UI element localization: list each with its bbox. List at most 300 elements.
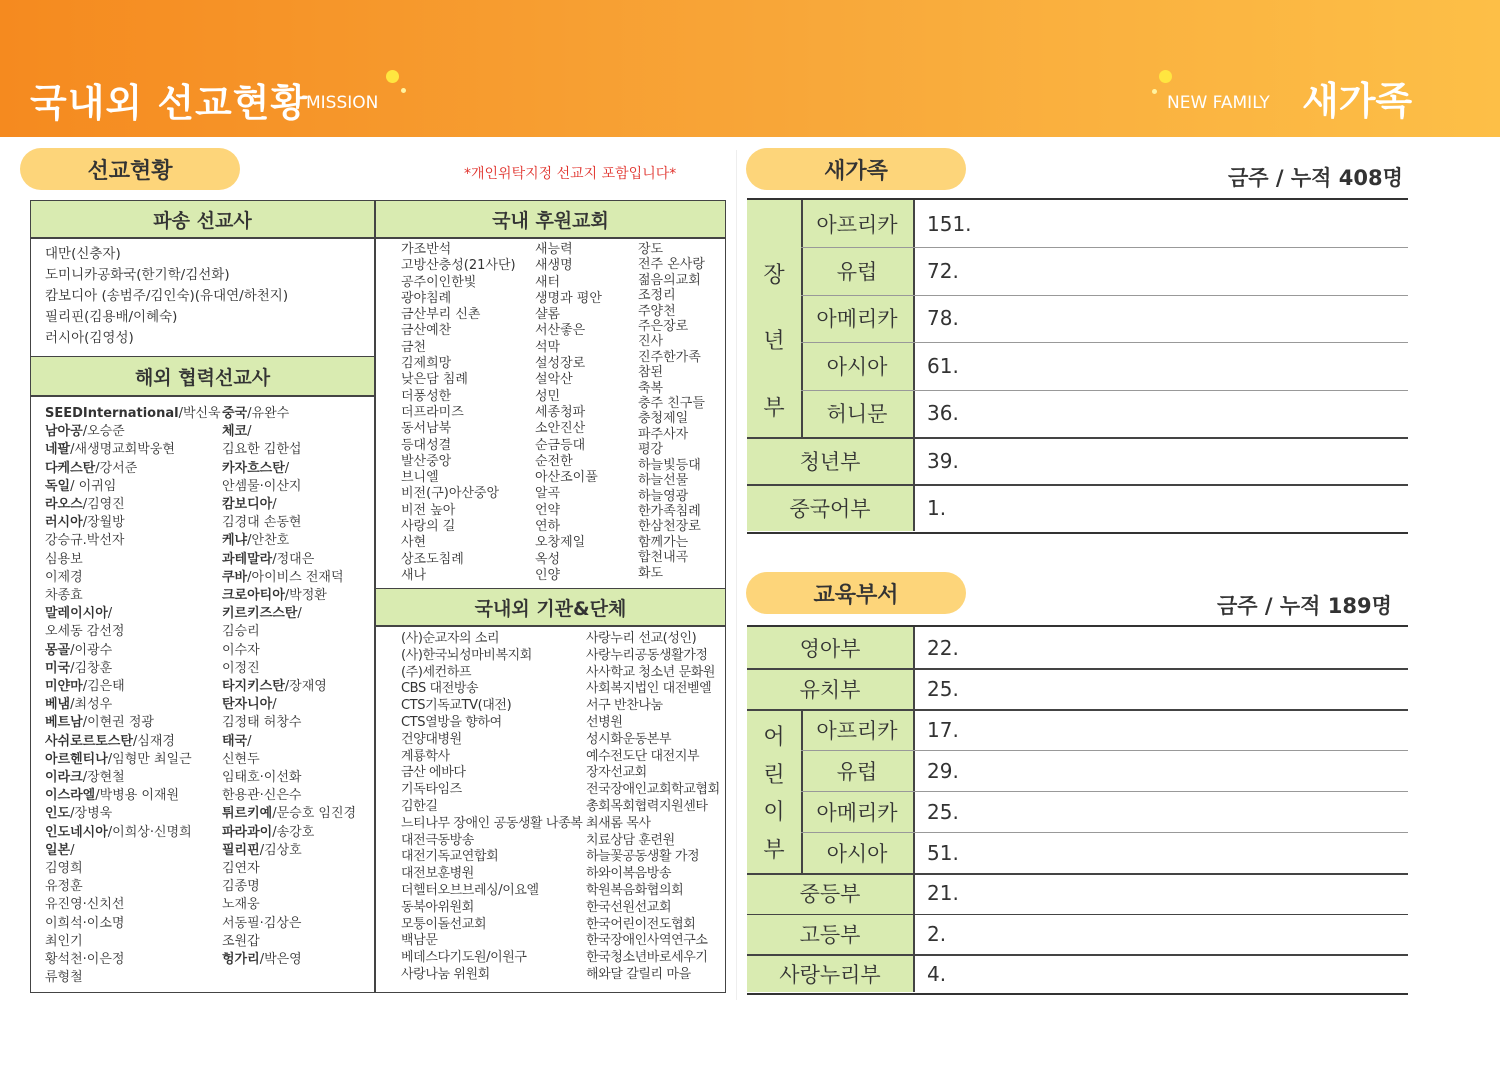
list-item: 사랑의 길 <box>401 519 456 535</box>
missionary-name: 한용관·신은수 <box>222 788 302 804</box>
list-item <box>222 769 356 787</box>
table-row <box>747 390 1408 437</box>
list-item: 연하 <box>535 519 561 535</box>
table-row <box>747 247 1408 294</box>
missionary-name: 강승규.박선자 <box>45 533 125 549</box>
list-item: 한국선원선교회 <box>586 899 672 915</box>
list-item: 한가족침례 <box>638 503 701 519</box>
missionary-name: 심용보 <box>45 551 83 567</box>
country-name: 파라과이 <box>222 824 273 840</box>
header-title-right: 새가족 <box>1302 79 1413 123</box>
list-item: 대전보훈병원 <box>401 866 474 882</box>
table-row <box>747 750 1408 791</box>
list-item <box>222 751 356 769</box>
missionary-name: / <box>272 697 277 713</box>
list-item: 전국장애인교회학교협회 <box>586 782 720 798</box>
list-item: 백남문 <box>401 933 438 949</box>
list-item <box>222 405 356 423</box>
list-item: 필리핀(김용배/이혜숙) <box>45 309 178 325</box>
list-item <box>222 551 356 569</box>
list-item: 최새롬 목사 <box>586 815 651 831</box>
country-name: 헝가리 <box>222 952 260 968</box>
missionary-name: 조원갑 <box>222 933 260 949</box>
list-item <box>45 751 221 769</box>
missionary-name: /최성우 <box>70 697 113 713</box>
list-item <box>45 842 221 860</box>
country-name: 키르키즈스탄 <box>222 606 298 622</box>
country-name: 탄자니아 <box>222 697 273 713</box>
domestic-list-col3 <box>638 242 705 581</box>
list-item: 대전기독교연합회 <box>401 849 499 865</box>
list-item: 베데스다기도원/이원구 <box>401 950 527 966</box>
list-item: 합천내곡 <box>638 550 689 566</box>
list-item <box>45 951 221 969</box>
overseas-list-col1 <box>45 405 221 988</box>
missionary-name: /박병용 이재원 <box>95 788 180 804</box>
list-item <box>45 860 221 878</box>
list-item <box>45 405 221 423</box>
list-item <box>222 896 356 914</box>
list-item: 김한길 <box>401 798 438 814</box>
list-item <box>45 824 221 842</box>
missionary-name: 류형철 <box>45 970 83 986</box>
missionary-name: 이제경 <box>45 569 83 585</box>
country-name: 태국 <box>222 733 248 749</box>
country-name: 인도 <box>45 806 71 822</box>
table-row <box>747 627 1408 668</box>
dispatched-list <box>45 244 288 349</box>
list-item: 한삼천장로 <box>638 519 701 535</box>
country-name: 튀르키예 <box>222 806 273 822</box>
table-row <box>747 668 1408 709</box>
list-item: 인양 <box>535 567 561 583</box>
table-row <box>747 791 1408 832</box>
row-label: 고등부 <box>799 922 861 947</box>
orgs-list-col2 <box>586 631 720 984</box>
list-item: CBS 대전방송 <box>401 681 479 697</box>
missionary-name: /이현권 정광 <box>82 715 154 731</box>
list-item: 대전극동방송 <box>401 832 474 848</box>
list-item: 하늘빛등대 <box>638 457 701 473</box>
list-item <box>45 878 221 896</box>
list-item: 고방산충성(21사단) <box>401 258 516 274</box>
list-item: 동북아위원회 <box>401 899 474 915</box>
list-item <box>45 478 221 496</box>
country-name: 러시아 <box>45 515 83 531</box>
country-name: 베냄 <box>45 697 71 713</box>
country-name: 케냐 <box>222 533 248 549</box>
country-name: 이스라엘 <box>45 788 96 804</box>
list-item: 조정리 <box>638 288 676 304</box>
list-item <box>222 696 356 714</box>
row-value: 39. <box>927 448 959 473</box>
list-item: 금산예찬 <box>401 323 452 339</box>
header-title-left: 국내외 선교현황 <box>30 81 309 125</box>
list-item: 진사 <box>638 334 664 350</box>
list-item <box>222 733 356 751</box>
country-name: 아르헨티나 <box>45 751 108 767</box>
row-label: 아시아 <box>826 841 888 866</box>
list-item: 주은장로 <box>638 319 689 335</box>
country-name: 다케스탄 <box>45 460 96 476</box>
list-item <box>45 551 221 569</box>
list-item: 생명과 평안 <box>535 290 602 306</box>
list-item: 파주사자 <box>638 426 689 442</box>
list-item <box>45 587 221 605</box>
country-name: 말레이시아 <box>45 606 108 622</box>
list-item <box>222 787 356 805</box>
list-item: 사현 <box>401 535 427 551</box>
decor-dot-small-icon <box>1152 89 1157 94</box>
missionary-name: /장월방 <box>82 515 125 531</box>
mission-note: *개인위탁지정 선교지 포함입니다* <box>464 166 677 182</box>
list-item <box>45 460 221 478</box>
list-item: 계룡학사 <box>401 748 450 764</box>
list-item: 한국청소년바로세우기 <box>586 950 708 966</box>
list-item <box>222 532 356 550</box>
list-item: 서산좋은 <box>535 323 586 339</box>
orgs-list-col1 <box>401 631 582 984</box>
list-item <box>222 951 356 969</box>
list-item <box>45 805 221 823</box>
missionary-name: /김영진 <box>82 497 125 513</box>
list-item <box>45 769 221 787</box>
list-item <box>222 605 356 623</box>
list-item: 새능력 <box>535 242 573 257</box>
missionary-name: /오승준 <box>82 424 125 440</box>
list-item: 젊음의교회 <box>638 272 701 288</box>
missionary-name: 김정태 허창수 <box>222 715 302 731</box>
missionary-name: 김영희 <box>45 861 83 877</box>
list-item <box>45 496 221 514</box>
row-label: 아시아 <box>826 354 888 379</box>
missionary-name: /심재경 <box>132 733 175 749</box>
row-value: 29. <box>927 758 959 783</box>
header-sub-right: NEW FAMILY <box>1167 93 1270 113</box>
list-item: 비전 높아 <box>401 502 456 518</box>
missionary-name: /유완수 <box>247 406 290 421</box>
list-item: 사랑누리 선교(성인) <box>586 631 697 646</box>
list-item: CTS기독교TV(대전) <box>401 698 512 714</box>
list-item <box>45 660 221 678</box>
list-item: (사)한국뇌성마비복지회 <box>401 647 532 663</box>
missionary-name: 노재웅 <box>222 897 260 913</box>
row-value: 4. <box>927 962 947 987</box>
country-name: 이라크 <box>45 770 83 786</box>
list-item: 사랑누리공동생활가정 <box>586 647 708 663</box>
list-item: 옥성 <box>535 551 561 567</box>
table-row <box>747 709 1408 750</box>
country-name: 쿠바 <box>222 569 248 585</box>
list-item <box>222 860 356 878</box>
page-header <box>0 0 1500 137</box>
list-item: 성시화운동본부 <box>586 731 672 747</box>
missionary-name: 김연자 <box>222 861 260 877</box>
list-item: 건양대병원 <box>401 731 462 747</box>
list-item <box>222 496 356 514</box>
table-row <box>747 914 1408 955</box>
youth-group-label: 장 년 부 <box>763 262 785 422</box>
list-item: 금산 에바다 <box>401 765 466 781</box>
education-pill: 교육부서 <box>746 572 966 614</box>
list-item <box>222 915 356 933</box>
overseas-list-col2 <box>222 405 356 969</box>
missionary-name: /장병욱 <box>70 806 113 822</box>
list-item <box>45 623 221 641</box>
missionary-name: /박신욱 <box>178 406 221 421</box>
missionary-name: /강서준 <box>95 460 138 476</box>
row-value: 78. <box>927 306 959 331</box>
missionary-name: 이수자 <box>222 642 260 658</box>
list-item: 동서남북 <box>401 421 452 437</box>
row-value: 36. <box>927 401 959 426</box>
table-row <box>747 484 1408 531</box>
list-item: 예수전도단 대전지부 <box>586 748 700 764</box>
missionary-name: / <box>272 497 277 513</box>
missionary-name: 서동필·김상은 <box>222 915 302 931</box>
list-item: 세종청파 <box>535 404 586 420</box>
missionary-name: 최인기 <box>45 933 83 949</box>
education-table <box>747 625 1408 995</box>
list-item: 금산부리 신촌 <box>401 307 481 323</box>
list-item: 언약 <box>535 502 561 518</box>
decor-dot-icon <box>1159 70 1172 83</box>
list-item: 대만(신충자) <box>45 246 121 262</box>
list-item <box>222 514 356 532</box>
list-item <box>222 878 356 896</box>
row-label: 아메리카 <box>816 307 898 332</box>
dispatched-header: 파송 선교사 <box>31 201 374 237</box>
missionary-name: 이희석·이소명 <box>45 915 125 931</box>
list-item <box>222 824 356 842</box>
list-item <box>222 842 356 860</box>
list-item: 사사학교 청소년 문화원 <box>586 664 716 680</box>
list-item: 더풍성한 <box>401 388 452 404</box>
row-label: 유럽 <box>836 759 878 784</box>
missionary-name: /이광수 <box>70 642 113 658</box>
missionary-name: / <box>247 733 252 749</box>
country-name: 베트남 <box>45 715 83 731</box>
missionary-name: /김상호 <box>259 842 302 858</box>
decor-dot-small-icon <box>401 88 406 93</box>
overseas-header: 해외 협력선교사 <box>31 357 374 395</box>
list-item: 축복 <box>638 380 664 396</box>
missionary-name: /아이비스 전재덕 <box>247 569 344 585</box>
list-item <box>45 423 221 441</box>
header-sub-left: MISSION <box>306 93 379 113</box>
list-item: CTS열방을 향하여 <box>401 714 502 730</box>
country-name: 캄보디아 <box>222 497 273 513</box>
missionary-name: /이희상·신명희 <box>107 824 192 840</box>
missionary-name: 신현두 <box>222 751 260 767</box>
row-label: 유럽 <box>836 260 878 285</box>
domestic-header: 국내 후원교회 <box>376 201 725 237</box>
missionary-name: /송강호 <box>272 824 315 840</box>
list-item: 오창제일 <box>535 535 586 551</box>
missionary-name: /장현철 <box>82 770 125 786</box>
list-item: 새터 <box>535 274 561 290</box>
row-label: 아프리카 <box>816 718 898 743</box>
list-item <box>222 660 356 678</box>
list-item: 가조반석 <box>401 242 452 257</box>
row-value: 72. <box>927 259 959 284</box>
missionary-name: 이정진 <box>222 660 260 676</box>
country-name: 사쉬로르토스탄 <box>45 733 133 749</box>
list-item: 낮은담 침례 <box>401 372 468 388</box>
row-label: 중국어부 <box>789 496 871 521</box>
list-item <box>222 623 356 641</box>
list-item: 장도 <box>638 242 664 257</box>
list-item <box>222 423 356 441</box>
row-value: 61. <box>927 353 959 378</box>
missionary-name: / <box>247 424 252 440</box>
missionary-name: 안셈물·이산지 <box>222 478 302 494</box>
country-name: 남아공 <box>45 424 83 440</box>
children-group-label: 어 린 이 부 <box>763 725 785 863</box>
list-item <box>222 678 356 696</box>
missionary-name: 임태호·이선화 <box>222 770 302 786</box>
list-item: 모퉁이돌선교회 <box>401 916 487 932</box>
list-item: 참된 <box>638 365 664 381</box>
missionary-name: /문승호 임진경 <box>272 806 357 822</box>
row-value: 1. <box>927 495 947 520</box>
table-row <box>747 295 1408 342</box>
list-item: 하와이복음방송 <box>586 866 672 882</box>
list-item <box>222 642 356 660</box>
missionary-name: /안찬호 <box>247 533 290 549</box>
list-item: 캄보디아 (송범주/김인숙)(유대연/하천지) <box>45 288 289 304</box>
country-name: 미국 <box>45 660 71 676</box>
missionary-name: /새생명교회박웅현 <box>70 442 175 458</box>
list-item: 하늘꽃공동생활 가정 <box>586 849 700 865</box>
list-item: 느티나무 장애인 공동생활 나종복 <box>401 815 583 831</box>
list-item <box>45 696 221 714</box>
row-value: 151. <box>927 211 972 236</box>
list-item: 석막 <box>535 339 561 355</box>
missionary-name: /박정환 <box>284 588 327 604</box>
list-item <box>45 642 221 660</box>
list-item: 한국어린이전도협회 <box>586 916 696 932</box>
decor-dot-icon <box>386 70 399 83</box>
row-label: 영아부 <box>799 636 861 661</box>
list-item: 화도 <box>638 565 664 581</box>
list-item: 러시아(김영성) <box>45 330 134 346</box>
country-name: 인도네시아 <box>45 824 108 840</box>
domestic-list-col2 <box>535 242 602 584</box>
list-item: 김제희망 <box>401 356 452 372</box>
row-label: 허니문 <box>826 402 888 427</box>
list-item: 사회복지법인 대전벧엘 <box>586 681 712 697</box>
list-item: 순금등대 <box>535 437 586 453</box>
list-item: 상조도침례 <box>401 551 464 567</box>
list-item: 비전(구)아산중앙 <box>401 486 500 502</box>
list-item <box>45 514 221 532</box>
row-value: 17. <box>927 717 959 742</box>
list-item: 충청제일 <box>638 411 689 427</box>
list-item <box>45 969 221 987</box>
row-label: 아메리카 <box>816 800 898 825</box>
row-value: 51. <box>927 840 959 865</box>
country-name: 체코 <box>222 424 248 440</box>
list-item: 한국장애인사역연구소 <box>586 933 708 949</box>
country-name: 라오스 <box>45 497 83 513</box>
list-item: 등대성결 <box>401 437 452 453</box>
missionary-name: / <box>284 460 290 476</box>
missionary-name: / <box>107 606 113 622</box>
list-item <box>45 678 221 696</box>
missionary-name: 유정훈 <box>45 879 83 895</box>
row-value: 21. <box>927 881 959 906</box>
domestic-list-col1 <box>401 242 516 584</box>
missionary-name: /장재영 <box>284 679 327 695</box>
table-row <box>747 200 1408 247</box>
orgs-header: 국내외 기관&단체 <box>376 589 725 625</box>
table-row <box>747 437 1408 484</box>
list-item: 금천 <box>401 339 427 355</box>
list-item: 더프라미즈 <box>401 404 464 420</box>
country-name: 몽골 <box>45 642 71 658</box>
newfamily-pill: 새가족 <box>746 148 966 190</box>
list-item: 알곡 <box>535 486 561 502</box>
list-item <box>222 569 356 587</box>
list-item: 충주 친구들 <box>638 396 705 412</box>
missionary-name: 김승리 <box>222 624 260 640</box>
list-item: 하늘선물 <box>638 473 689 489</box>
list-item: 도미니카공화국(한기학/김선화) <box>45 267 230 283</box>
list-item: 공주이인한빛 <box>401 274 477 290</box>
list-item <box>45 441 221 459</box>
list-item <box>222 587 356 605</box>
list-item <box>45 733 221 751</box>
missionary-name: 오세동 감선정 <box>45 624 125 640</box>
list-item: 성민 <box>535 388 561 404</box>
newfamily-table <box>747 198 1408 534</box>
missionary-name: / <box>297 606 302 622</box>
list-item: 기독타임즈 <box>401 782 462 798</box>
education-stat: 금주 / 누적 189명 <box>1217 594 1392 618</box>
missionary-name: / <box>70 842 75 858</box>
list-item: 소안진산 <box>535 421 586 437</box>
missionary-name: /정대은 <box>272 551 315 567</box>
list-item: 설성장로 <box>535 356 586 372</box>
missionary-name: 김종명 <box>222 879 260 895</box>
missionary-name: / 이귀임 <box>70 478 117 494</box>
row-label: 중등부 <box>799 882 861 907</box>
list-item: 총회목회협력지원센타 <box>586 798 708 814</box>
row-label: 청년부 <box>799 449 861 474</box>
list-item: 해와달 갈릴리 마을 <box>586 966 691 982</box>
list-item: 브니엘 <box>401 470 439 486</box>
list-item: 평강 <box>638 442 664 458</box>
list-item <box>45 896 221 914</box>
list-item <box>45 933 221 951</box>
missionary-name: 김경대 손동현 <box>222 515 302 531</box>
list-item: 아산조이풀 <box>535 470 598 486</box>
list-item: 설악산 <box>535 372 573 388</box>
table-row <box>747 832 1408 873</box>
missionary-name: /김창훈 <box>70 660 113 676</box>
list-item <box>222 478 356 496</box>
table-row <box>747 954 1408 995</box>
missionary-name: /임형만 최일근 <box>107 751 192 767</box>
country-name: 미얀마 <box>45 679 83 695</box>
list-item <box>222 805 356 823</box>
list-item: 샬롬 <box>535 307 561 323</box>
list-item: (주)세컨하프 <box>401 664 472 680</box>
list-item <box>45 915 221 933</box>
row-value: 2. <box>927 921 947 946</box>
missionary-name: 차종효 <box>45 588 83 604</box>
